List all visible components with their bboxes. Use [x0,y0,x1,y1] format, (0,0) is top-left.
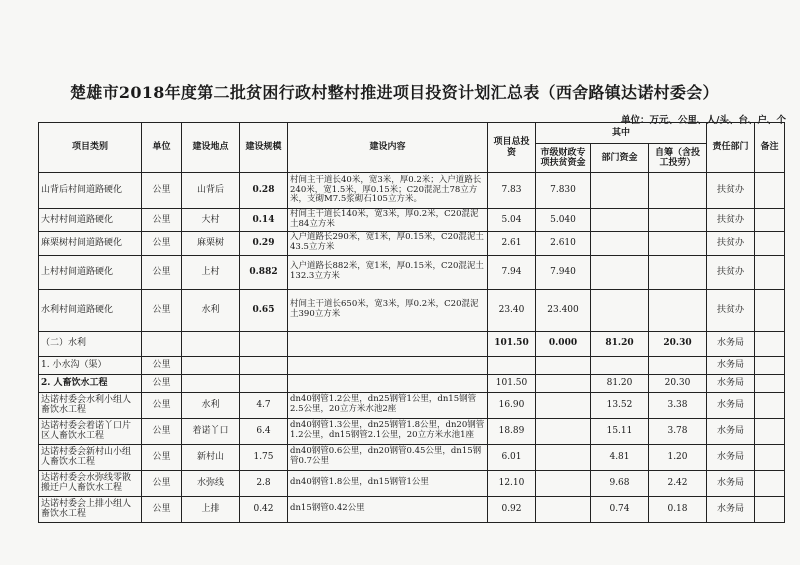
table-body [39,173,785,523]
dept-cell: 水务局 [707,356,755,374]
city-fund-cell: 7.940 [536,255,591,289]
total-cell: 2.61 [488,231,536,255]
total-cell: 18.89 [488,418,536,444]
location-cell: 着诺丫口 [182,418,240,444]
unit-cell: 公里 [142,231,182,255]
header-scale: 建设规模 [240,123,288,173]
unit-cell: 公里 [142,209,182,232]
self-raised-cell: 2.42 [649,470,707,496]
header-dept-fund: 部门资金 [591,144,649,173]
section-name: 2. 人畜饮水工程 [39,374,142,392]
total-cell: 7.94 [488,255,536,289]
city-fund-cell: 2.610 [536,231,591,255]
remark-cell [755,231,785,255]
table-row [39,289,785,331]
scale-cell: 0.882 [240,255,288,289]
self-raised-cell [649,255,707,289]
remark-cell [755,418,785,444]
remark-cell [755,496,785,522]
dept-fund-cell: 13.52 [591,392,649,418]
scale-cell: 0.65 [240,289,288,331]
city-fund-cell: 0.000 [536,331,591,356]
scale-cell: 4.7 [240,392,288,418]
project-name: 达诺村委会新村山小组人畜饮水工程 [39,444,142,470]
header-dept: 责任部门 [707,123,755,173]
city-fund-cell: 7.830 [536,173,591,209]
dept-cell: 扶贫办 [707,173,755,209]
remark-cell [755,444,785,470]
self-raised-cell: 3.38 [649,392,707,418]
investment-table [38,122,785,523]
project-name: 达诺村委会着诺丫口片区人畜饮水工程 [39,418,142,444]
self-raised-cell [649,289,707,331]
unit-note: 单位：万元、公里、人/头、台、户、个 [621,115,786,126]
content-cell: dn40钢管1.3公里，dn25钢管1.8公里，dn20钢管1.2公里，dn15钢管2.1公里，20立方米水池1座 [288,418,488,444]
unit-cell: 公里 [142,173,182,209]
total-cell: 0.92 [488,496,536,522]
section-row-drinking [39,374,785,392]
total-cell: 7.83 [488,173,536,209]
total-cell: 5.04 [488,209,536,232]
dept-cell: 水务局 [707,470,755,496]
total-cell: 101.50 [488,331,536,356]
self-raised-cell: 20.30 [649,374,707,392]
scale-cell: 2.8 [240,470,288,496]
dept-fund-cell: 0.74 [591,496,649,522]
dept-cell: 扶贫办 [707,209,755,232]
dept-fund-cell: 9.68 [591,470,649,496]
header-self-raised: 自筹（含投工投劳） [649,144,707,173]
self-raised-cell: 0.18 [649,496,707,522]
remark-cell [755,470,785,496]
remark-cell [755,289,785,331]
content-cell: 村间主干道长40米，宽3米，厚0.2米；入户道路长240米，宽1.5米，厚0.15米；C20混泥土78立方米，支砌M7.5浆砌石105立方米。 [288,173,488,209]
city-fund-cell [536,496,591,522]
header-remark: 备注 [755,123,785,173]
location-cell: 水弥线 [182,470,240,496]
total-cell: 6.01 [488,444,536,470]
dept-fund-cell: 81.20 [591,374,649,392]
header-city-fund: 市级财政专项扶贫资金 [536,144,591,173]
project-name: 水利村间道路硬化 [39,289,142,331]
self-raised-cell: 1.20 [649,444,707,470]
table-row [39,173,785,209]
table-row [39,392,785,418]
dept-cell: 扶贫办 [707,289,755,331]
scale-cell: 6.4 [240,418,288,444]
city-fund-cell [536,392,591,418]
project-name: 山背后村间道路硬化 [39,173,142,209]
content-cell: 入户道路长882米，宽1米，厚0.15米，C20混泥土132.3立方米 [288,255,488,289]
scale-cell: 0.29 [240,231,288,255]
header-unit: 单位 [142,123,182,173]
unit-cell: 公里 [142,392,182,418]
self-raised-cell: 20.30 [649,331,707,356]
header-content: 建设内容 [288,123,488,173]
total-cell: 12.10 [488,470,536,496]
remark-cell [755,209,785,232]
city-fund-cell [536,470,591,496]
location-cell: 水利 [182,392,240,418]
table-row [39,496,785,522]
content-cell: dn40钢管0.6公里，dn20钢管0.45公里，dn15钢管0.7公里 [288,444,488,470]
document-title: 楚雄市2018年度第二批贫困行政村整村推进项目投资计划汇总表（西舍路镇达诺村委会） [70,83,719,102]
unit-cell: 公里 [142,418,182,444]
self-raised-cell [649,231,707,255]
project-name: 上村村间道路硬化 [39,255,142,289]
table-row [39,231,785,255]
content-cell: dn15钢管0.42公里 [288,496,488,522]
remark-cell [755,255,785,289]
scale-cell: 0.14 [240,209,288,232]
project-name: 达诺村委会水弥线零散搬迁户人畜饮水工程 [39,470,142,496]
header-of-which: 其中 [536,123,707,144]
location-cell: 上村 [182,255,240,289]
content-cell: 村间主干道长140米，宽3米，厚0.2米，C20混泥土84立方米 [288,209,488,232]
dept-cell: 扶贫办 [707,255,755,289]
remark-cell [755,392,785,418]
project-name: 达诺村委会水利小组人畜饮水工程 [39,392,142,418]
dept-fund-cell [591,173,649,209]
dept-fund-cell: 15.11 [591,418,649,444]
dept-cell: 扶贫办 [707,231,755,255]
header-type: 项目类别 [39,123,142,173]
total-cell: 23.40 [488,289,536,331]
table-row [39,418,785,444]
city-fund-cell: 5.040 [536,209,591,232]
location-cell: 麻栗树 [182,231,240,255]
header-location: 建设地点 [182,123,240,173]
unit-cell: 公里 [142,356,182,374]
scale-cell: 0.42 [240,496,288,522]
content-cell: dn40钢管1.2公里，dn25钢管1公里，dn15钢管2.5公里，20立方米水池2座 [288,392,488,418]
section-row-canal [39,356,785,374]
dept-cell: 水务局 [707,374,755,392]
scale-cell: 0.28 [240,173,288,209]
project-name: 麻栗树村间道路硬化 [39,231,142,255]
project-name: 大村村间道路硬化 [39,209,142,232]
unit-cell: 公里 [142,470,182,496]
dept-cell: 水务局 [707,444,755,470]
unit-cell: 公里 [142,444,182,470]
table-row [39,470,785,496]
dept-cell: 水务局 [707,392,755,418]
remark-cell [755,173,785,209]
location-cell: 新村山 [182,444,240,470]
section-name: （二）水利 [39,331,142,356]
content-cell: 村间主干道长650米，宽3米，厚0.2米，C20混泥土390立方米 [288,289,488,331]
scale-cell [240,331,288,356]
unit-cell: 公里 [142,255,182,289]
total-cell: 101.50 [488,374,536,392]
unit-cell [142,331,182,356]
dept-fund-cell [591,289,649,331]
self-raised-cell: 3.78 [649,418,707,444]
table-row [39,255,785,289]
location-cell: 山背后 [182,173,240,209]
project-name: 达诺村委会上排小组人畜饮水工程 [39,496,142,522]
dept-cell: 水务局 [707,418,755,444]
location-cell: 水利 [182,289,240,331]
scale-cell: 1.75 [240,444,288,470]
location-cell: 大村 [182,209,240,232]
dept-fund-cell: 4.81 [591,444,649,470]
city-fund-cell: 23.400 [536,289,591,331]
dept-fund-cell [591,231,649,255]
header-total: 项目总投资 [488,123,536,173]
city-fund-cell [536,418,591,444]
self-raised-cell [649,173,707,209]
self-raised-cell [649,209,707,232]
section-row-water [39,331,785,356]
dept-cell: 水务局 [707,331,755,356]
unit-cell: 公里 [142,374,182,392]
section-name: 1. 小水沟（渠） [39,356,142,374]
location-cell [182,331,240,356]
dept-fund-cell [591,255,649,289]
unit-cell: 公里 [142,496,182,522]
total-cell: 16.90 [488,392,536,418]
remark-cell [755,331,785,356]
city-fund-cell [536,444,591,470]
dept-cell: 水务局 [707,496,755,522]
unit-cell: 公里 [142,289,182,331]
content-cell: dn40钢管1.8公里，dn15钢管1公里 [288,470,488,496]
table-row [39,444,785,470]
table-row [39,209,785,232]
location-cell: 上排 [182,496,240,522]
content-cell [288,331,488,356]
content-cell: 入户道路长290米，宽1米，厚0.15米，C20混泥土43.5立方米 [288,231,488,255]
dept-fund-cell [591,209,649,232]
dept-fund-cell: 81.20 [591,331,649,356]
